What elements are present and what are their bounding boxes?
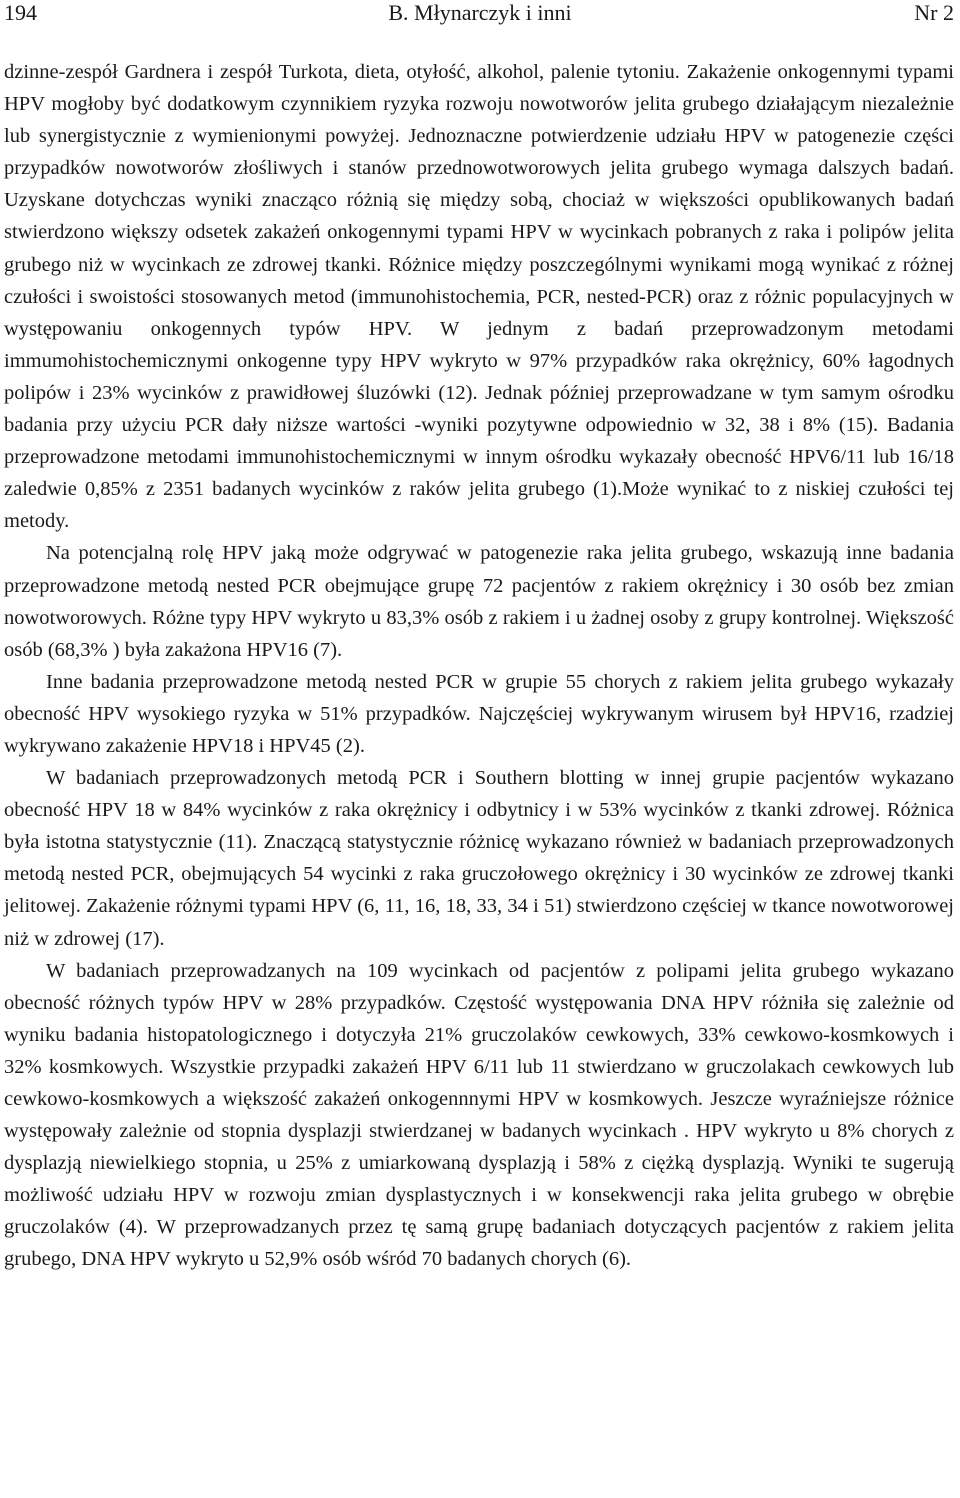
- paragraph: dzinne-zespół Gardnera i zespół Turkota, dieta, otyłość, alkohol, palenie tytoniu. Zakażenie onkogennymi typami HPV mogłoby być dodatkowym czynnikiem ryzyka rozwoju nowotworów jelita grubego działającym niezależnie lub synergistycznie z wymienionymi powyżej. Jednoznaczne potwierdzenie udziału HPV w patogenezie części przypadków nowotworów złośliwych i stanów przednowotworowych jelita grubego wymaga dalszych badań. Uzyskane dotychczas wyniki znacząco różnią się między sobą, chociaż w większości opublikowanych badań stwierdzono większy odsetek zakażeń onkogennymi typami HPV w wycinkach pobranych z raka i polipów jelita grubego niż w wycinkach ze zdrowej tkanki. Różnice między poszczególnymi wynikami mogą wynikać z różnej czułości i swoistości stosowanych metod (immunohistochemia, PCR, nested-PCR) oraz z różnic populacyjnych w występowaniu onkogennych typów HPV. W jednym z badań przeprowadzonym metodami immumohistochemicznymi onkogenne typy HPV wykryto w 97% przypadków raka okrężnicy, 60% łagodnych polipów i 23% wycinków z prawidłowej śluzówki (12). Jednak później przeprowadzane w tym samym ośrodku badania przy użyciu PCR dały niższe wartości -wyniki pozytywne odpowiednio w 32, 38 i 8% (15). Badania przeprowadzone metodami immunohistochemicznymi w innym ośrodku wykazały obecność HPV6/11 lub 16/18 zaledwie 0,85% z 2351 badanych wycinków z raków jelita grubego (1).Może wynikać to z niskiej czułości tej metody.: [4, 61, 954, 533]
- paragraph: Na potencjalną rolę HPV jaką może odgrywać w patogenezie raka jelita grubego, wskazują inne badania przeprowadzone metodą nested PCR obejmujące grupę 72 pacjentów z rakiem okrężnicy i 30 osób bez zmian nowotworowych. Różne typy HPV wykryto u 83,3% osób z rakiem i u żadnej osoby z grupy kontrolnej. Większość osób (68,3% ) była zakażona HPV16 (7).: [4, 542, 954, 661]
- running-author: B. Młynarczyk i inni: [388, 0, 572, 25]
- paragraph: Inne badania przeprowadzone metodą nested PCR w grupie 55 chorych z rakiem jelita grubego wykazały obecność HPV wysokiego ryzyka w 51% przypadków. Najczęściej wykrywanym wirusem był HPV16, rzadziej wykrywano zakażenie HPV18 i HPV45 (2).: [4, 670, 954, 757]
- paragraph: W badaniach przeprowadzonych metodą PCR i Southern blotting w innej grupie pacjentów wykazano obecność HPV 18 w 84% wycinków z raka okrężnicy i odbytnicy i w 53% wycinków z tkanki zdrowej. Różnica była istotna statystycznie (11). Znaczącą statystycznie różnicę wykazano również w badaniach przeprowadzonych metodą nested PCR, obejmujących 54 wycinki z raka gruczołowego okrężnicy i 30 wycinków ze zdrowej tkanki jelitowej. Zakażenie różnymi typami HPV (6, 11, 16, 18, 33, 34 i 51) stwierdzono częściej w tkance nowotworowej niż w zdrowej (17).: [4, 767, 954, 950]
- issue-number: Nr 2: [914, 0, 954, 25]
- running-header: [0, 0, 960, 34]
- article-body: [4, 56, 954, 1276]
- page-number: 194: [4, 0, 37, 25]
- paragraph: W badaniach przeprowadzanych na 109 wycinkach od pacjentów z polipami jelita grubego wykazano obecność różnych typów HPV w 28% przypadków. Częstość występowania DNA HPV różniła się zależnie od wyniku badania histopatologicznego i dotyczyła 21% gruczolaków cewkowych, 33% cewkowo-kosmkowych i 32% kosmkowych. Wszystkie przypadki zakażeń HPV 6/11 lub 11 stwierdzano w gruczolakach cewkowych lub cewkowo-kosmkowych a większość zakażeń onkogennnymi HPV w kosmkowych. Jeszcze wyraźniejsze różnice występowały zależnie od stopnia dysplazji stwierdzanej w badanych wycinkach . HPV wykryto u 8% chorych z dysplazją niewielkiego stopnia, u 25% z umiarkowaną dysplazją i 58% z ciężką dysplazją. Wyniki te sugerują możliwość udziału HPV w rozwoju zmian dysplastycznych i w konsekwencji raka jelita grubego w obrębie gruczolaków (4). W przeprowadzanych przez tę samą grupę badaniach dotyczących pacjentów z rakiem jelita grubego, DNA HPV wykryto u 52,9% osób wśród 70 badanych chorych (6).: [4, 959, 954, 1271]
